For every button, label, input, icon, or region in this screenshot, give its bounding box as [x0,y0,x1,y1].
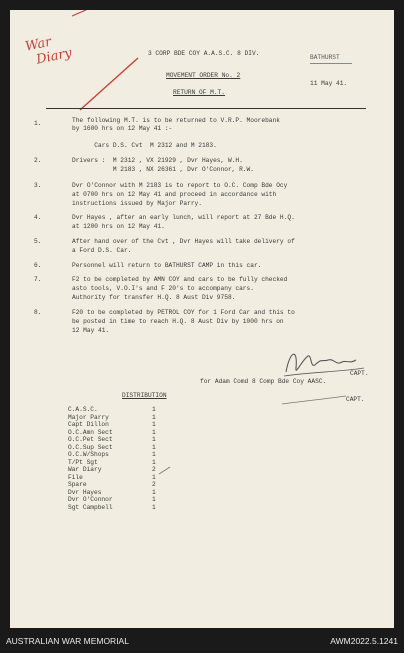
distribution-row [68,406,156,413]
distribution-recipient: C.A.S.C. [68,406,98,413]
distribution-row [68,421,156,428]
paragraph-line: Cars D.S. Cvt M 2312 and M 2183. [72,142,217,149]
distribution-recipient: O.C.Amn Sect [68,428,113,436]
header-rule [46,108,366,109]
archive-reference: AWM2022.5.1241 [330,636,398,646]
distribution-recipient: O.C.W/Shops [68,451,109,458]
distribution-count: 2 [152,481,156,488]
paragraph-line: Dvr Hayes , after an early lunch, will report at 27 Bde H.Q. [72,214,295,221]
distribution-count: 1 [152,428,156,436]
paragraph-number: 2. [34,157,42,164]
distribution-recipient: File [68,473,83,481]
distribution-row [68,488,156,496]
distribution-count: 1 [152,413,156,421]
distribution-row [68,443,156,451]
paragraph-line: After hand over of the Cvt , Dvr Hayes will take delivery of [72,238,295,245]
distribution-count: 2 [152,466,156,473]
paragraph-line: 12 May 41. [72,327,110,334]
distribution-row [68,473,156,481]
check-mark [158,466,172,476]
signature-rank: CAPT. [350,370,369,377]
paragraph-number: 3. [34,182,42,189]
distribution-count: 1 [152,488,156,496]
paragraph-line: be posted in time to reach H.Q. 8 Aust Div by 1000 hrs on [72,318,284,325]
distribution-recipient: Sgt Campbell [68,503,113,511]
distribution-recipient: Dvr Hayes [68,488,102,496]
paragraph-number: 8. [34,309,42,316]
distribution-row [68,481,156,488]
distribution-signature [280,392,350,408]
distribution-recipient: T/Pt Sgt [68,458,98,466]
paragraph-line: by 1600 hrs on 12 May 41 :- [72,125,173,132]
paragraph-number: 5. [34,238,42,245]
distribution-row [68,413,156,421]
distribution-recipient: Spare [68,481,87,488]
paragraph-number: 7. [34,276,42,283]
unit-heading: 3 CORP BDE COY A.A.S.C. 8 DIV. [148,50,260,57]
document-page [10,10,394,628]
distribution-count: 1 [152,421,156,428]
paragraph-number: 4. [34,214,42,221]
distribution-row [68,496,156,503]
distribution-title: DISTRIBUTION [122,392,167,399]
paragraph-line: The following M.T. is to be returned to V.R.P. Moorebank [72,117,280,124]
paragraph-line: at 0700 hrs on 12 May 41 and proceed in accordance with [72,191,277,198]
order-date: 11 May 41. [310,80,348,87]
order-title: MOVEMENT ORDER No. 2 [166,72,241,79]
order-subject: RETURN OF M.T. [173,89,225,96]
distribution-count: 1 [152,503,156,511]
archive-footer [0,628,404,653]
annotation-stroke [10,10,394,130]
paragraph-line: Drivers : M 2312 , VX 21929 , Dvr Hayes, W.H. [72,157,243,164]
paragraph-line: Authority for transfer H.Q. 8 Aust Div 9758. [72,294,236,301]
distribution-row [68,458,156,466]
place-stamp: BATHURST [310,54,340,61]
annotation-line-2: Diary [34,45,74,68]
paragraph-line: Personnel will return to BATHURST CAMP in this car. [72,262,262,269]
distribution-recipient: O.C.Sup Sect [68,443,113,451]
distribution-count: 1 [152,496,156,503]
paragraph-line: F20 to be completed by PETROL COY for 1 Ford Car and this to [72,309,295,316]
paragraph-line: a Ford D.S. Car. [72,247,132,254]
distribution-recipient: O.C.Pet Sect [68,436,113,443]
distribution-count: 1 [152,436,156,443]
distribution-row [68,428,156,436]
distribution-count: 1 [152,443,156,451]
distribution-recipient: Dvr O'Connor [68,496,113,503]
archive-name: AUSTRALIAN WAR MEMORIAL [6,636,129,646]
distribution-count: 1 [152,406,156,413]
paragraph-line: instructions issued by Major Parry. [72,200,202,207]
distribution-recipient: Major Parry [68,413,109,421]
distribution-count: 1 [152,451,156,458]
distribution-row [68,503,156,511]
annotation-line-1: War [24,34,53,55]
paragraph-line: at 1200 hrs on 12 May 41. [72,223,165,230]
paragraph-line: Dvr O'Connor with M 2183 is to report to O.C. Comp Bde Ocy [72,182,288,189]
distribution-rank: CAPT. [346,396,365,403]
distribution-count: 1 [152,473,156,481]
paragraph-line: F2 to be completed by AMN COY and cars to be fully checked [72,276,288,283]
distribution-recipient: Capt Dillon [68,421,109,428]
paragraph-line: M 2183 , NX 26361 , Dvr O'Connor, R.W. [72,166,254,173]
distribution-recipient: War Diary [68,466,102,473]
paragraph-number: 1. [34,120,42,127]
paragraph-number: 6. [34,262,42,269]
place-underline [310,63,352,64]
distribution-row [68,466,156,473]
distribution-list [10,406,210,516]
distribution-row [68,436,156,443]
signature-line: for Adam Comd 8 Comp Bde Coy AASC. [200,378,327,385]
distribution-count: 1 [152,458,156,466]
distribution-row [68,451,156,458]
paragraph-line: asto tools, V.O.I's and F 20's to accompany cars. [72,285,254,292]
